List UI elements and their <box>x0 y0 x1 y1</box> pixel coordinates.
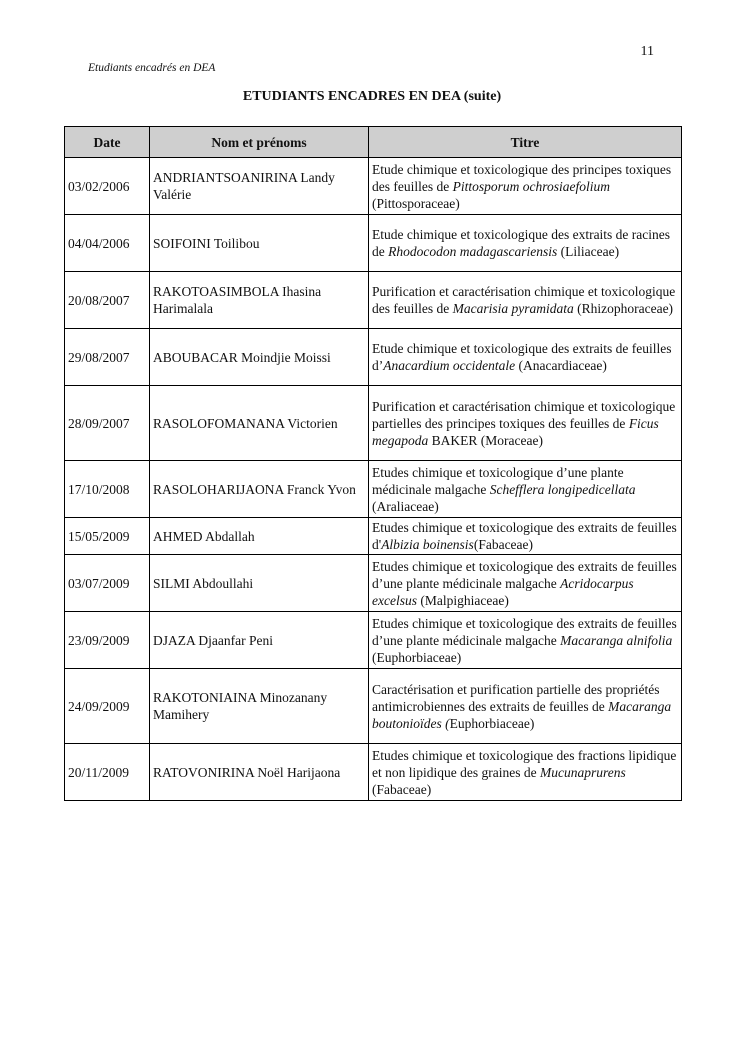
species-name: Acridocarpus excelsus <box>372 575 634 608</box>
title-text: Etude chimique et toxicologique des extraits de racines de <box>372 227 671 259</box>
row-date: 04/04/2006 <box>65 215 150 272</box>
table-row <box>65 461 682 518</box>
table-row <box>65 272 682 329</box>
title-text: Etude chimique et toxicologique des principes toxiques des feuilles de <box>372 161 672 194</box>
table-row <box>65 158 682 215</box>
students-table <box>64 126 682 801</box>
table-row <box>65 669 682 744</box>
header-name: Nom et prénoms <box>150 127 369 158</box>
title-text: Etudes chimique et toxicologique des extraits de feuilles d' <box>372 520 677 552</box>
species-name: Ficus megapoda <box>372 415 659 448</box>
species-name: Anacardium occidentale <box>383 358 516 373</box>
title-text: BAKER (Moraceae) <box>428 432 543 448</box>
row-name: ABOUBACAR Moindjie Moissi <box>150 329 369 386</box>
species-name: Macaranga boutonioïdes ( <box>372 698 672 731</box>
table-row <box>65 329 682 386</box>
title-text: Etudes chimique et toxicologique des extraits de feuilles d’une plante médicinale malgache <box>372 558 677 591</box>
row-name: RATOVONIRINA Noël Harijaona <box>150 744 369 801</box>
species-name: Pittosporum ochrosiaefolium <box>452 178 610 194</box>
row-date: 17/10/2008 <box>65 461 150 518</box>
species-name: Rhodocodon madagascariensis <box>388 244 558 259</box>
title-text: (Pittosporaceae) <box>372 195 460 211</box>
row-date: 03/07/2009 <box>65 555 150 612</box>
title-text: (Euphorbiaceae) <box>372 649 462 665</box>
row-date: 15/05/2009 <box>65 518 150 555</box>
row-name: DJAZA Djaanfar Peni <box>150 612 369 669</box>
title-text: (Fabaceae) <box>372 781 432 797</box>
title-text: Etudes chimique et toxicologique d’une plante médicinale malgache <box>372 464 624 497</box>
title-text: (Fabaceae) <box>473 537 534 552</box>
title-text: (Anacardiaceae) <box>515 358 607 373</box>
page-number: 11 <box>640 44 654 59</box>
table-row <box>65 555 682 612</box>
title-text: (Liliaceae) <box>557 244 620 259</box>
row-name: ANDRIANTSOANIRINA Landy Valérie <box>150 158 369 215</box>
table-row <box>65 612 682 669</box>
species-name: Macarisia pyramidata <box>452 301 574 316</box>
species-name: Macaranga alnifolia <box>560 632 673 648</box>
row-date: 29/08/2007 <box>65 329 150 386</box>
row-title <box>369 555 682 612</box>
header-title: Titre <box>369 127 682 158</box>
title-text: Purification et caractérisation chimique et toxicologique des feuilles de <box>372 284 676 316</box>
row-title <box>369 272 682 329</box>
row-name: SILMI Abdoullahi <box>150 555 369 612</box>
title-text: Etudes chimique et toxicologique des extraits de feuilles d’une plante médicinale malgache <box>372 615 677 648</box>
row-title <box>369 518 682 555</box>
row-title <box>369 612 682 669</box>
title-text: (Rhizophoraceae) <box>573 301 674 316</box>
row-date: 23/09/2009 <box>65 612 150 669</box>
title-text: Etudes chimique et toxicologique des fractions lipidique et non lipidique des graines de <box>372 747 677 780</box>
row-date: 28/09/2007 <box>65 386 150 461</box>
title-text: Caractérisation et purification partielle des propriétés antimicrobiennes des extraits de feuilles de <box>372 681 660 714</box>
species-name: Albizia boinensis <box>381 537 474 552</box>
row-name: RAKOTONIAINA Minozanany Mamihery <box>150 669 369 744</box>
title-text: (Malpighiaceae) <box>416 592 509 608</box>
table-header-row <box>65 127 682 158</box>
table-row <box>65 518 682 555</box>
species-name: Mucunaprurens <box>539 764 626 780</box>
row-date: 20/08/2007 <box>65 272 150 329</box>
title-text: Etude chimique et toxicologique des extraits de feuilles d’ <box>372 341 672 373</box>
row-title <box>369 744 682 801</box>
table-row <box>65 386 682 461</box>
row-title <box>369 158 682 215</box>
table-row <box>65 215 682 272</box>
row-title <box>369 215 682 272</box>
table-row <box>65 744 682 801</box>
row-date: 24/09/2009 <box>65 669 150 744</box>
running-header: Etudiants encadrés en DEA <box>88 62 216 74</box>
row-name: RASOLOFOMANANA Victorien <box>150 386 369 461</box>
title-text: Purification et caractérisation chimique et toxicologique partielles des principes toxiques des feuilles de <box>372 398 676 431</box>
title-text: Euphorbiaceae) <box>449 715 535 731</box>
row-title <box>369 386 682 461</box>
row-name: AHMED Abdallah <box>150 518 369 555</box>
row-title <box>369 669 682 744</box>
title-text: (Araliaceae) <box>372 498 439 514</box>
row-date: 03/02/2006 <box>65 158 150 215</box>
header-date: Date <box>65 127 150 158</box>
row-title <box>369 329 682 386</box>
row-name: SOIFOINI Toilibou <box>150 215 369 272</box>
row-name: RASOLOHARIJAONA Franck Yvon <box>150 461 369 518</box>
row-title <box>369 461 682 518</box>
species-name: Schefflera longipedicellata <box>489 481 636 497</box>
row-date: 20/11/2009 <box>65 744 150 801</box>
page-title: ETUDIANTS ENCADRES EN DEA (suite) <box>242 89 502 104</box>
row-name: RAKOTOASIMBOLA Ihasina Harimalala <box>150 272 369 329</box>
